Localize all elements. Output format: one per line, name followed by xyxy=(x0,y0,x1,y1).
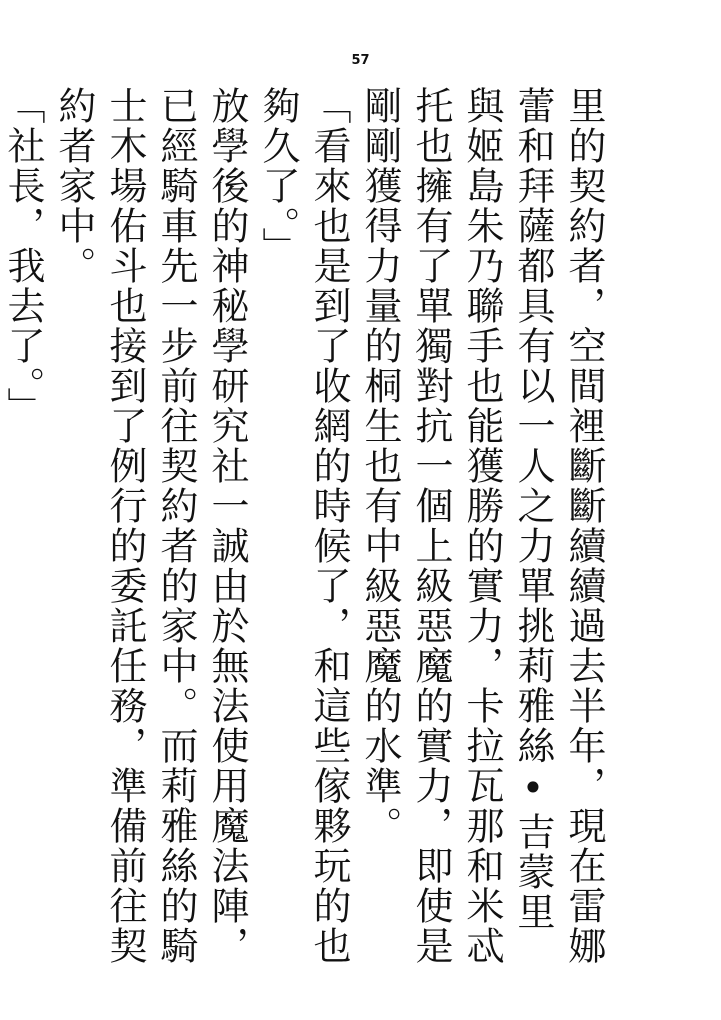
page-number: 57 xyxy=(351,53,370,68)
paragraph-4: 「社長，我去了。」 xyxy=(1,86,45,427)
paragraph-1: 里的契約者，空間裡斷斷續續過去半年，現在雷娜蕾和拜薩都具有以一人之力單挑莉雅絲•吉蒙里與姬島朱乃聯手也能獲勝的實力，卡拉瓦那和米忒托也擁有了單獨對抗一個上級惡魔的實力，即使是剛剛獲得力量的桐生也有中級惡魔的水準。 xyxy=(358,86,606,966)
paragraph-2: 「看來也是到了收網的時候了，和這些傢夥玩的也夠久了。」 xyxy=(256,86,351,966)
body-text xyxy=(0,86,609,966)
paragraph-3: 放學後的神秘學研究社一誠由於無法使用魔法陣，已經騎車先一步前往契約者的家中。而莉雅絲的騎士木場佑斗也接到了例行的委託任務，準備前往契約者家中。 xyxy=(52,86,249,966)
